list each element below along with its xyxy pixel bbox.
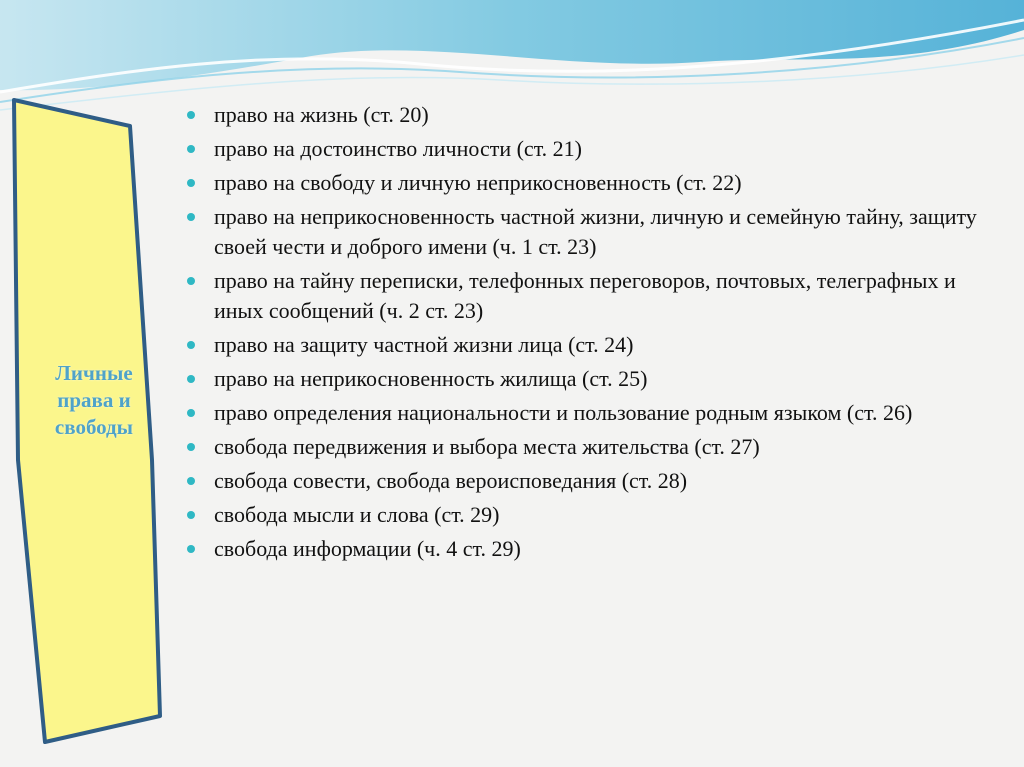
side-label-line: Личные: [55, 361, 133, 385]
list-item-text: свобода совести, свобода вероисповедания (ст. 28): [214, 468, 688, 493]
list-item: [187, 134, 1002, 164]
list-item: [187, 100, 1002, 130]
list-item-text: право на тайну переписки, телефонных переговоров, почтовых, телеграфных и иных сообщений (ч. 2 ст. 23): [214, 268, 956, 323]
bullet-icon: [187, 409, 195, 417]
list-item: [187, 168, 1002, 198]
list-item: [187, 432, 1002, 462]
bullet-icon: [187, 341, 195, 349]
list-item-text: право на свободу и личную неприкосновенность (ст. 22): [214, 170, 742, 195]
list-item: [187, 266, 1002, 326]
list-item-text: свобода информации (ч. 4 ст. 29): [214, 536, 521, 561]
list-item: [187, 330, 1002, 360]
bullet-icon: [187, 477, 195, 485]
bullet-icon: [187, 545, 195, 553]
list-item: [187, 364, 1002, 394]
bullet-icon: [187, 375, 195, 383]
list-item-text: право на неприкосновенность жилища (ст. 25): [214, 366, 648, 391]
list-item: [187, 398, 1002, 428]
list-item: [187, 202, 1002, 262]
bullet-icon: [187, 511, 195, 519]
list-item-text: свобода передвижения и выбора места жительства (ст. 27): [214, 434, 760, 459]
side-label-line: свободы: [54, 415, 134, 439]
bullet-icon: [187, 443, 195, 451]
list-item-text: право на жизнь (ст. 20): [214, 102, 429, 127]
bullet-icon: [187, 277, 195, 285]
list-item-text: право на защиту частной жизни лица (ст. 24): [214, 332, 634, 357]
side-label-line: права и: [57, 388, 131, 412]
list-item-text: свобода мысли и слова (ст. 29): [214, 502, 500, 527]
list-item-text: право на достоинство личности (ст. 21): [214, 136, 582, 161]
rights-list: [187, 100, 1002, 568]
bullet-icon: [187, 213, 195, 221]
bullet-icon: [187, 111, 195, 119]
list-item: [187, 500, 1002, 530]
side-label-text: [34, 360, 154, 441]
list-item: [187, 534, 1002, 564]
list-item-text: право определения национальности и пользование родным языком (ст. 26): [214, 400, 913, 425]
bullet-icon: [187, 145, 195, 153]
bullet-icon: [187, 179, 195, 187]
list-item: [187, 466, 1002, 496]
list-item-text: право на неприкосновенность частной жизни, личную и семейную тайну, защиту своей чести и доброго имени (ч. 1 ст. 23): [214, 204, 977, 259]
